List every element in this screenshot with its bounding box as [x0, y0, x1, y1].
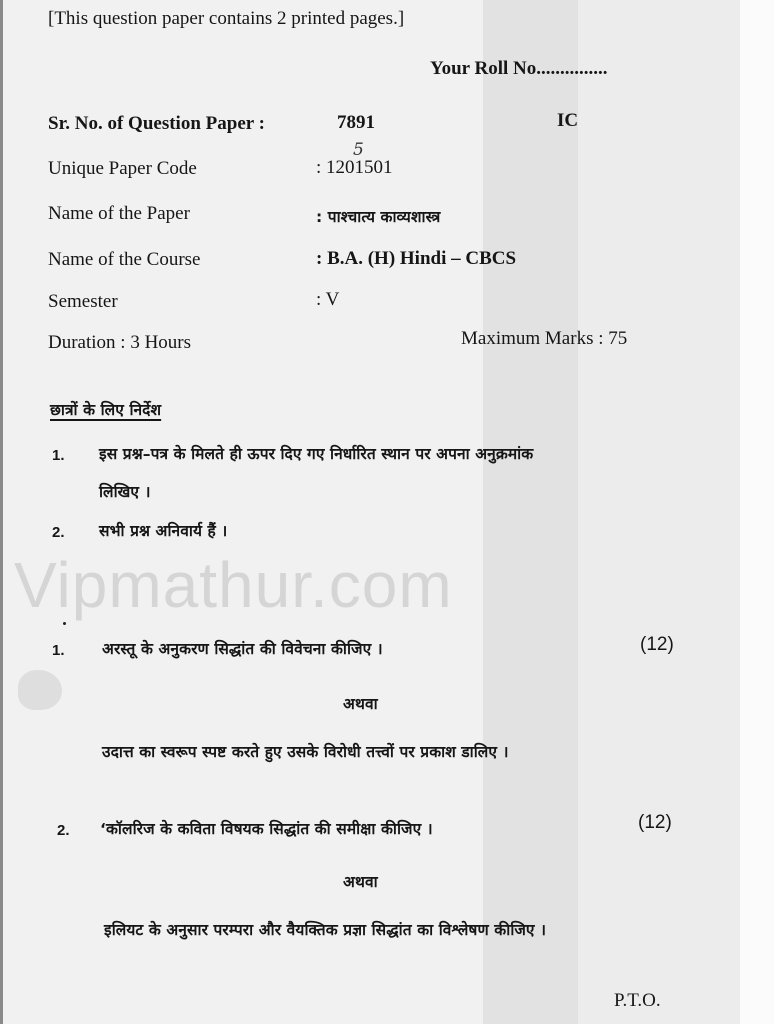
scan-light-band [578, 0, 740, 1024]
unique-code-label: Unique Paper Code [48, 158, 197, 179]
paper-name-value: : पाश्चात्य काव्यशास्त्र [316, 208, 441, 226]
watermark: Vipmathur.com [14, 549, 453, 621]
instruction-1-text-cont: लिखिए । [99, 483, 151, 501]
scan-left-edge [0, 0, 3, 1024]
course-label: Name of the Course [48, 249, 201, 270]
question-2-number: 2. [57, 822, 70, 839]
question-1-alternative: उदात्त का स्वरूप स्पष्ट करते हुए उसके विरोधी तत्त्वों पर प्रकाश डालिए । [102, 743, 509, 761]
paper-stain [18, 670, 62, 710]
duration: Duration : 3 Hours [48, 332, 192, 353]
course-value: : B.A. (H) Hindi – CBCS [316, 248, 517, 269]
speck [63, 622, 66, 625]
instruction-2-text: सभी प्रश्न अनिवार्य हैं । [99, 522, 228, 540]
scan-right-margin [740, 0, 774, 1024]
sr-no-value: 7891 [337, 112, 375, 133]
instruction-1-text: इस प्रश्न–पत्र के मिलते ही ऊपर दिए गए निर्धारित स्थान पर अपना अनुक्रमांक [99, 445, 534, 463]
semester-label: Semester [48, 291, 118, 312]
question-1-number: 1. [52, 642, 65, 659]
instruction-2-number: 2. [52, 524, 65, 541]
question-2-marks: (12) [638, 812, 672, 833]
max-marks: Maximum Marks : 75 [461, 328, 628, 349]
sr-no-label: Sr. No. of Question Paper : [48, 113, 265, 134]
scan-shadow-band [483, 0, 578, 1024]
roll-no-label: Your Roll No............... [430, 58, 608, 79]
instructions-heading: छात्रों के लिए निर्देश [50, 401, 162, 419]
semester-value: : V [316, 289, 340, 310]
instruction-1-number: 1. [52, 447, 65, 464]
question-1-text: अरस्तू के अनुकरण सिद्धांत की विवेचना कीजिए । [102, 640, 383, 658]
question-1-or: अथवा [343, 695, 378, 713]
paper-name-label: Name of the Paper [48, 203, 190, 224]
unique-code-value: : 1201501 [316, 157, 393, 178]
pto-label: P.T.O. [614, 990, 661, 1011]
handwritten-mark: 5 [353, 140, 364, 160]
question-1-marks: (12) [640, 634, 674, 655]
question-2-alternative: इलियट के अनुसार परम्परा और वैयक्तिक प्रज्ञा सिद्धांत का विश्लेषण कीजिए । [104, 921, 547, 939]
question-2-text: ‘कॉलरिज के कविता विषयक सिद्धांत की समीक्षा कीजिए । [100, 820, 433, 838]
set-code: IC [557, 110, 579, 131]
question-2-or: अथवा [343, 873, 378, 891]
pages-note: [This question paper contains 2 printed pages.] [48, 8, 405, 29]
